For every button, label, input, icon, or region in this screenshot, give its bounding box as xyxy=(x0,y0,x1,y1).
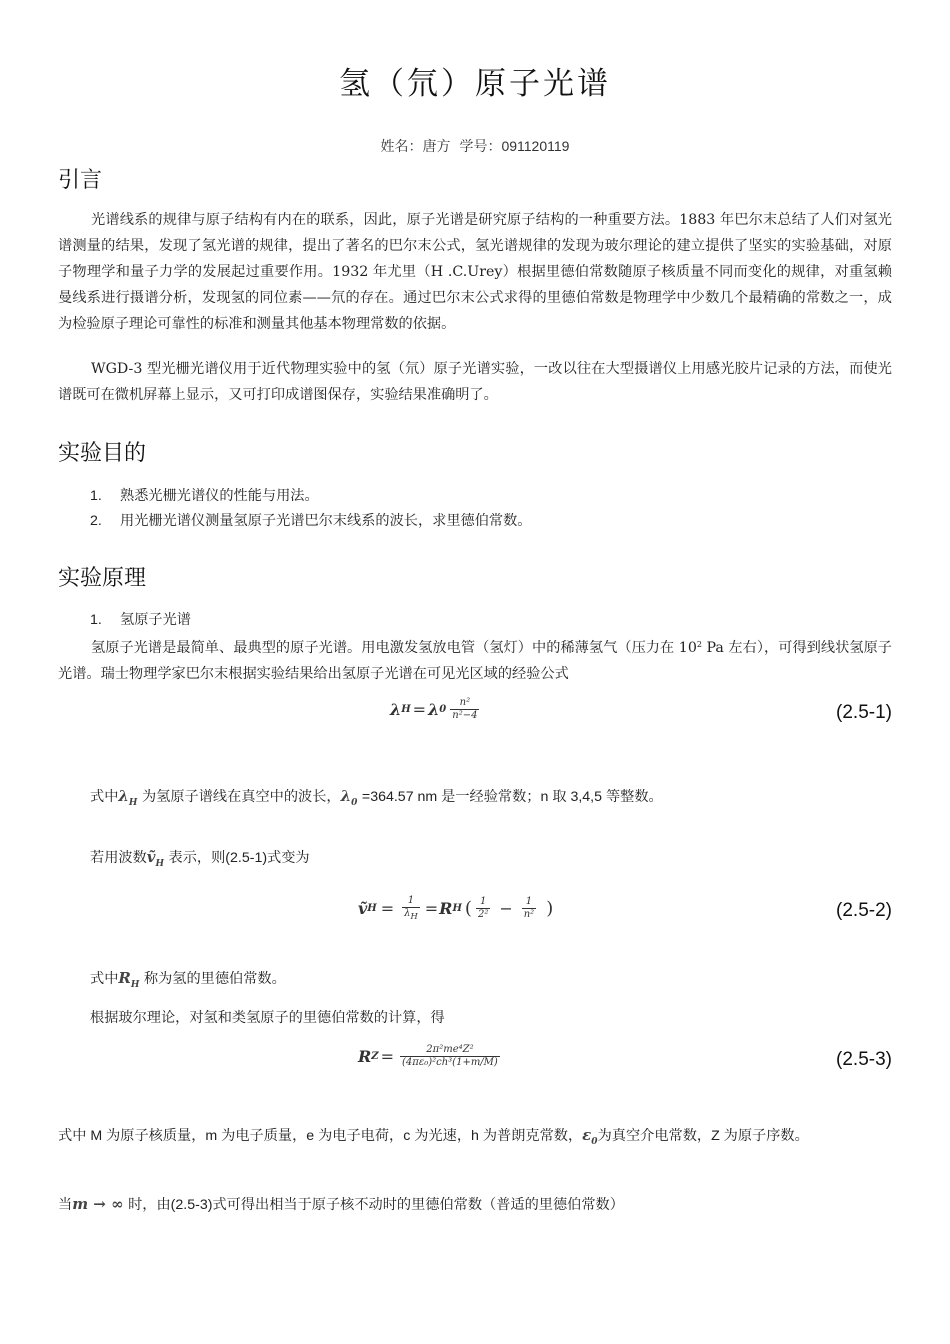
rydberg-definition-line xyxy=(90,968,286,990)
heading-principle: 实验原理 xyxy=(58,566,147,591)
limit-line xyxy=(58,1194,624,1214)
equation-rydberg-z: R Z = $\frac{\text{2π²me⁴Z²}}{\text{(4πε₀)²ch³(1+m/M)}}$ xyxy=(358,1044,498,1068)
author-name: 姓名：唐方 xyxy=(380,139,451,155)
lambda-zero-symbol: $\lambda_0$ xyxy=(340,787,358,808)
principle-p1-part-b: Pa 左右），可得到线状氢原子光谱。瑞士物理学家巴尔末根据实验结果给出氢原子光谱在可见光区域的经验公式 xyxy=(58,640,892,682)
principle-paragraph-1 xyxy=(58,632,892,687)
purpose-item-1-number: 1. xyxy=(90,488,102,504)
wavenumber-line xyxy=(90,847,310,869)
intro-paragraph-1: 光谱线系的规律与原子结构有内在的联系，因此，原子光谱是研究原子结构的一种重要方法。1883 年巴尔末总结了人们对氢光谱测量的结果，发现了氢光谱的规律，提出了著名的巴尔末公式，氢光谱规律的发现为玻尔理论的建立提供了坚实的实验基础，对原子物理学和量子力学的发展起过重要作用。1932 年尤里（H .C.Urey）根据里德伯常数随原子核质量不同而变化的规律，对重氢赖曼线系进行摄谱分析，发现氢的同位素——氘的存在。通过巴尔末公式求得的里德伯常数是物理学中少数几个最精确的常数之一，成为检验原子理论可靠性的标准和测量其他基本物理常数的依据。 xyxy=(58,212,892,332)
symbols-part-b: 为真空介电常数，Z 为原子序数。 xyxy=(597,1128,809,1144)
symbols-part-a: 式中 M 为原子核质量，m 为电子质量，e 为电子电荷，c 为光速，h 为普朗克常数， xyxy=(58,1128,583,1144)
equation-1-explanation xyxy=(90,786,663,808)
symbols-paragraph xyxy=(58,1117,892,1160)
epsilon-zero-symbol: $\varepsilon_0$ xyxy=(582,1126,598,1147)
heading-intro: 引言 xyxy=(58,168,103,193)
equation-wavenumber: ṽ H = $\frac{1}{\lambda_H}$ = R H ( $\frac{1}{\text{2²}}$ − $\frac{1}{\text{n²}}$ ) xyxy=(358,895,554,921)
principle-p1-superscript: 2 xyxy=(696,640,702,649)
limit-symbol: m → ∞ xyxy=(72,1195,124,1213)
wavenumber-symbol: ṽ$_H$ xyxy=(146,848,164,869)
bohr-theory-line: 根据玻尔理论，对氢和类氢原子的里德伯常数的计算，得 xyxy=(90,1010,445,1026)
equation-number-2: (2.5-2) xyxy=(836,900,892,921)
rydberg-def-part-a: 式中 xyxy=(90,971,119,987)
principle-subheading-1 xyxy=(90,609,191,629)
rydberg-symbol: $R_H$ xyxy=(118,969,140,990)
wavenumber-part-b: 表示，则(2.5-1)式变为 xyxy=(168,850,310,866)
heading-purpose: 实验目的 xyxy=(58,441,147,466)
limit-part-b: 时，由(2.5-3)式可得出相当于原子核不动时的里德伯常数（普适的里德伯常数） xyxy=(128,1197,624,1213)
purpose-item-1 xyxy=(90,485,319,505)
equation-number-1: (2.5-1) xyxy=(836,702,892,723)
author-line xyxy=(0,136,950,156)
purpose-item-2-text: 用光栅光谱仪测量氢原子光谱巴尔末线系的波长，求里德伯常数。 xyxy=(120,513,532,529)
rydberg-def-part-b: 称为氢的里德伯常数。 xyxy=(143,971,286,987)
eq1-expl-part-b: 为氢原子谱线在真空中的波长， xyxy=(141,789,341,805)
equation-balmer: λ H = λ 0 $\frac{\text{n²}}{\text{n²−4}}$ xyxy=(390,697,478,721)
eq1-expl-part-a: 式中 xyxy=(90,789,119,805)
wavenumber-part-a: 若用波数 xyxy=(90,850,147,866)
purpose-item-2 xyxy=(90,510,531,530)
purpose-item-1-text: 熟悉光栅光谱仪的性能与用法。 xyxy=(120,488,319,504)
purpose-item-2-number: 2. xyxy=(90,513,102,529)
student-id-value: 091120119 xyxy=(501,138,570,154)
principle-p1-part-a: 氢原子光谱是最简单、最典型的原子光谱。用电激发氢放电管（氢灯）中的稀薄氢气（压力在 10 xyxy=(91,640,697,656)
lambda-h-symbol: $\lambda_H$ xyxy=(118,787,138,808)
eq1-expl-part-c: =364.57 nm 是一经验常数；n 取 3,4,5 等整数。 xyxy=(361,789,663,805)
principle-sub-text: 氢原子光谱 xyxy=(120,612,191,628)
intro-paragraph-2: WGD-3 型光栅光谱仪用于近代物理实验中的氢（氘）原子光谱实验，一改以往在大型摄谱仪上用感光胶片记录的方法，而使光谱既可在微机屏幕上显示，又可打印成谱图保存，实验结果准确明了。 xyxy=(58,361,892,403)
limit-part-a: 当 xyxy=(58,1197,73,1213)
principle-sub-number: 1. xyxy=(90,612,102,628)
equation-number-3: (2.5-3) xyxy=(836,1049,892,1070)
student-id-label: 学号： xyxy=(459,139,502,155)
page-title: 氢（氘）原子光谱 xyxy=(339,66,611,102)
